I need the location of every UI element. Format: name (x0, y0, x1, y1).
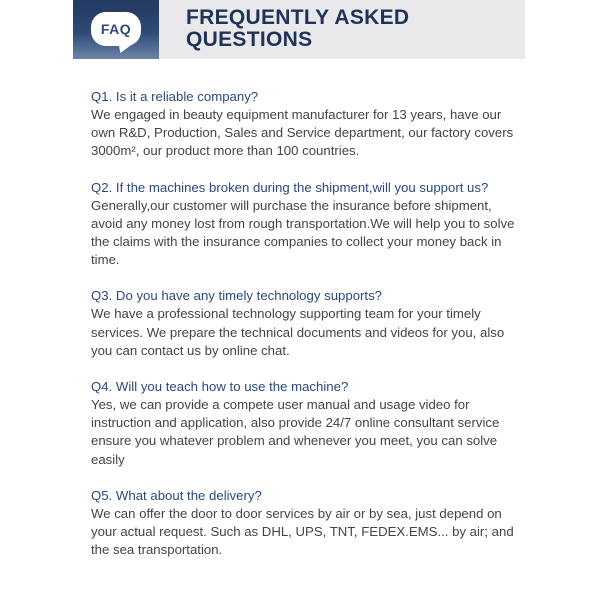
faq-question: Q1. Is it a reliable company? (91, 89, 259, 104)
speech-bubble-icon (91, 12, 141, 46)
faq-item-5 (91, 487, 521, 560)
faq-question: Q3. Do you have any timely technology supports? (91, 288, 383, 304)
faq-answer: We can offer the door to door services by air or by sea, just depend on your actual request. Such as DHL, UPS, TNT, FEDEX.EMS... by air; and the sea transportation. (91, 505, 514, 558)
faq-answer: We have a professional technology supporting team for your timely services. We prepare the technical documents and videos for you, also you can contact us by online chat. (91, 306, 505, 358)
faq-answer: Yes, we can provide a compete user manual and usage video for instruction and application, also provide 24/7 online consultant service ensure you whatever problem and whenever you meet, you can solve easily (91, 397, 500, 467)
faq-answer: We engaged in beauty equipment manufacturer for 13 years, have our own R&D, Production, Sales and Service department, our factory covers 3000m², our product more than 100 countries. (91, 107, 514, 159)
page-title: FREQUENTLY ASKED QUESTIONS (186, 6, 410, 51)
faq-item-4 (91, 378, 521, 469)
faq-question: Q4. Will you teach how to use the machine? (91, 379, 349, 395)
faq-answer: Generally,our customer will purchase the insurance before shipment, avoid any money lost from rough transportation.We will help you to solve the claims with the insurance companies to collect your money back in time. (91, 197, 515, 268)
faq-item-1 (91, 88, 521, 161)
faq-list (91, 88, 521, 577)
faq-item-3 (91, 287, 521, 360)
badge-label: FAQ (100, 20, 132, 37)
faq-header (73, 0, 525, 59)
faq-item-2 (91, 179, 521, 270)
faq-badge (73, 0, 159, 59)
faq-question: Q2. If the machines broken during the shipment,will you support us? (91, 179, 489, 195)
faq-question: Q5. What about the delivery? (91, 487, 262, 503)
